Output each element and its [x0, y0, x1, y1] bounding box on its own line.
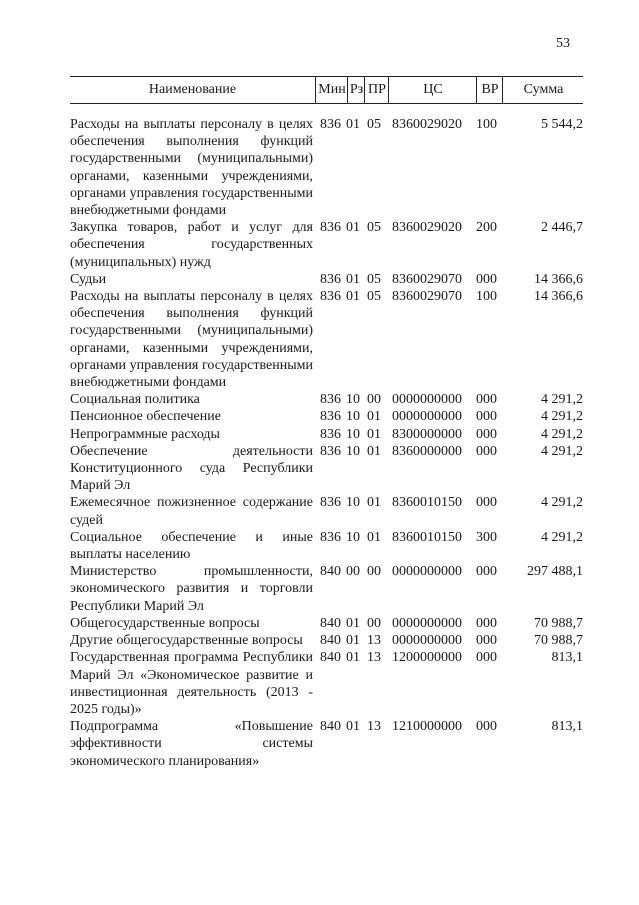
row-cs: 8360029070	[392, 289, 462, 305]
row-pr: 05	[367, 220, 381, 236]
row-min: 836	[320, 443, 341, 459]
row-rz: 01	[346, 271, 360, 287]
row-vr: 000	[476, 443, 497, 459]
row-sum: 2 446,7	[541, 220, 583, 236]
row-vr: 000	[476, 615, 497, 631]
header-vr: ВР	[476, 77, 503, 103]
row-sum: 813,1	[551, 719, 583, 735]
row-vr: 000	[476, 650, 497, 666]
row-vr: 000	[476, 564, 497, 580]
row-pr: 13	[367, 633, 381, 649]
header-sum: Сумма	[502, 77, 584, 103]
table-row	[70, 529, 583, 563]
row-cs: 8360029070	[392, 271, 462, 287]
row-name: Министерство промышленности, экономического развития и торговли Республики Марий Эл	[70, 564, 313, 614]
row-min: 840	[320, 615, 341, 631]
row-min: 840	[320, 650, 341, 666]
row-sum: 70 988,7	[534, 615, 583, 631]
row-rz: 01	[346, 289, 360, 305]
table-row	[70, 443, 583, 495]
row-rz: 10	[346, 443, 360, 459]
row-cs: 0000000000	[392, 615, 462, 631]
table-row	[70, 615, 583, 632]
row-rz: 01	[346, 117, 360, 132]
header-name: Наименование	[148, 82, 237, 97]
row-sum: 14 366,6	[534, 289, 583, 305]
row-pr: 00	[367, 392, 381, 408]
table-row	[70, 288, 583, 391]
row-cs: 8360010150	[392, 529, 462, 545]
row-rz: 10	[346, 495, 360, 511]
row-cs: 8360000000	[392, 443, 462, 459]
row-vr: 000	[476, 719, 497, 735]
row-pr: 01	[367, 409, 381, 425]
row-cs: 8360029020	[392, 117, 462, 132]
row-min: 836	[320, 409, 341, 425]
row-min: 836	[320, 529, 341, 545]
table-row	[70, 219, 583, 271]
row-pr: 05	[367, 117, 381, 132]
row-cs: 8300000000	[392, 426, 462, 442]
row-sum: 4 291,2	[541, 495, 583, 511]
row-rz: 10	[346, 529, 360, 545]
row-cs: 0000000000	[392, 392, 462, 408]
header-cs: ЦС	[388, 77, 477, 103]
table-row	[70, 494, 583, 528]
row-name: Другие общегосударственные вопросы	[70, 633, 303, 649]
row-sum: 4 291,2	[541, 409, 583, 425]
table-row	[70, 408, 583, 425]
row-name: Расходы на выплаты персоналу в целях обеспечения выполнения функций государственными (муниципальными) органами, казенными учреждениями, органами управления государственными внебюджетными фондами	[70, 117, 313, 219]
row-name: Социальная политика	[70, 392, 200, 408]
row-cs: 0000000000	[392, 564, 462, 580]
row-cs: 1200000000	[392, 650, 462, 666]
row-sum: 4 291,2	[541, 529, 583, 545]
row-pr: 13	[367, 650, 381, 666]
row-min: 836	[320, 220, 341, 236]
row-sum: 813,1	[551, 650, 583, 666]
table-row	[70, 116, 583, 219]
row-rz: 01	[346, 719, 360, 735]
row-vr: 000	[476, 495, 497, 511]
table-row	[70, 563, 583, 615]
table-body	[70, 116, 583, 770]
row-vr: 000	[476, 426, 497, 442]
row-name: Подпрограмма «Повышение эффективности системы экономического планирования»	[70, 719, 313, 769]
header-pr: ПР	[364, 77, 389, 103]
row-name: Пенсионное обеспечение	[70, 409, 221, 425]
row-name: Закупка товаров, работ и услуг для обеспечения государственных (муниципальных) нужд	[70, 220, 313, 270]
row-rz: 00	[346, 564, 360, 580]
row-min: 840	[320, 719, 341, 735]
row-pr: 00	[367, 615, 381, 631]
row-vr: 000	[476, 271, 497, 287]
row-rz: 01	[346, 220, 360, 236]
row-pr: 01	[367, 443, 381, 459]
row-rz: 10	[346, 426, 360, 442]
table-header	[70, 76, 583, 104]
row-min: 836	[320, 271, 341, 287]
row-rz: 10	[346, 392, 360, 408]
row-rz: 01	[346, 633, 360, 649]
header-rz: Рз	[347, 77, 365, 103]
row-vr: 100	[476, 289, 497, 305]
header-min: Мин	[315, 77, 348, 103]
row-cs: 8360010150	[392, 495, 462, 511]
row-vr: 000	[476, 409, 497, 425]
row-cs: 0000000000	[392, 409, 462, 425]
row-pr: 01	[367, 426, 381, 442]
row-sum: 4 291,2	[541, 392, 583, 408]
row-min: 836	[320, 117, 341, 132]
row-sum: 14 366,6	[534, 271, 583, 287]
row-rz: 01	[346, 615, 360, 631]
row-rz: 10	[346, 409, 360, 425]
row-min: 836	[320, 392, 341, 408]
table-row	[70, 271, 583, 288]
row-pr: 01	[367, 495, 381, 511]
table-row	[70, 649, 583, 718]
row-min: 840	[320, 633, 341, 649]
row-vr: 000	[476, 392, 497, 408]
row-name: Социальное обеспечение и иные выплаты населению	[70, 529, 313, 563]
row-sum: 4 291,2	[541, 443, 583, 459]
row-sum: 70 988,7	[534, 633, 583, 649]
row-pr: 13	[367, 719, 381, 735]
row-name: Обеспечение деятельности Конституционного суда Республики Марий Эл	[70, 443, 313, 494]
row-name: Ежемесячное пожизненное содержание судей	[70, 495, 313, 528]
table-row	[70, 426, 583, 443]
row-rz: 01	[346, 650, 360, 666]
row-name: Расходы на выплаты персоналу в целях обеспечения выполнения функций государственными (муниципальными) органами, казенными учреждениями, органами управления государственными внебюджетными фондами	[70, 289, 313, 391]
row-min: 836	[320, 289, 341, 305]
row-vr: 000	[476, 633, 497, 649]
row-min: 840	[320, 564, 341, 580]
row-pr: 01	[367, 529, 381, 545]
table-row	[70, 391, 583, 408]
row-vr: 100	[476, 117, 497, 132]
row-pr: 05	[367, 271, 381, 287]
table-row	[70, 632, 583, 649]
row-sum: 4 291,2	[541, 426, 583, 442]
row-name: Судьи	[70, 271, 107, 287]
row-sum: 297 488,1	[527, 564, 583, 580]
row-cs: 8360029020	[392, 220, 462, 236]
row-name: Общегосударственные вопросы	[70, 615, 260, 631]
row-vr: 200	[476, 220, 497, 236]
row-name: Государственная программа Республики Марий Эл «Экономическое развитие и инвестиционная деятельность (2013 - 2025 годы)»	[70, 650, 313, 717]
row-cs: 0000000000	[392, 633, 462, 649]
row-pr: 05	[367, 289, 381, 305]
page-number: 53	[556, 36, 570, 51]
table-row	[70, 718, 583, 770]
row-cs: 1210000000	[392, 719, 462, 735]
row-min: 836	[320, 495, 341, 511]
row-sum: 5 544,2	[541, 117, 583, 132]
row-name: Непрограммные расходы	[70, 426, 220, 442]
row-pr: 00	[367, 564, 381, 580]
row-vr: 300	[476, 529, 497, 545]
row-min: 836	[320, 426, 341, 442]
